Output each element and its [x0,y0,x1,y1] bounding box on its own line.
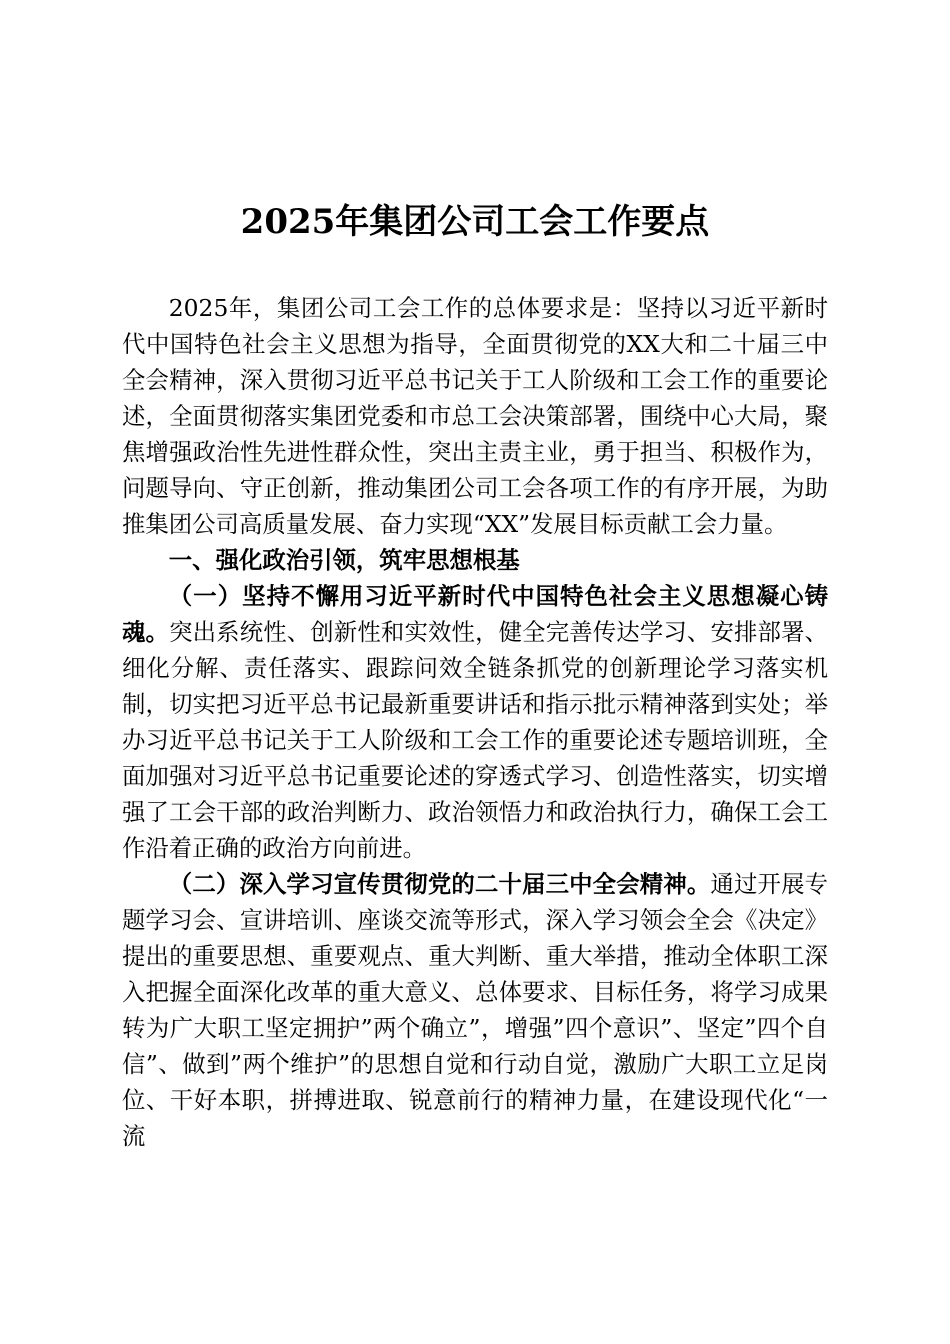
item-lead-2: （二）深入学习宣传贯彻党的二十届三中全会精神。 [168,870,711,898]
intro-paragraph: 2025年，集团公司工会工作的总体要求是：坚持以习近平新时代中国特色社会主义思想为指导，全面贯彻党的XX大和二十届三中全会精神，深入贯彻习近平总书记关于工人阶级和工会工作的重要论述，全面贯彻落实集团党委和市总工会决策部署，围绕中心大局，聚焦增强政治性先进性群众性，突出主责主业，勇于担当、积极作为，问题导向、守正创新，推动集团公司工会各项工作的有序开展，为助推集团公司高质量发展、奋力实现“XX”发展目标贡献工会力量。 [122,294,828,538]
item-text-2: 通过开展专题学习会、宣讲培训、座谈交流等形式，深入学习领会全会《决定》提出的重要思想、重要观点、重大判断、重大举措，推动全体职工深入把握全面深化改革的重大意义、总体要求、目标任务，将学习成果转为广大职工坚定拥护”两个确立”，增强”四个意识”、坚定”四个自信”、做到”两个维护”的思想自觉和行动自觉，激励广大职工立足岗位、干好本职，拼搏进取、锐意前行的精神力量，在建设现代化“一流 [122,870,829,1150]
document-title: 2025年集团公司工会工作要点 [240,202,710,242]
document-body [122,290,828,1154]
section-heading: 一、强化政治引领，筑牢思想根基 [168,546,520,574]
item-text-1: 突出系统性、创新性和实效性，健全完善传达学习、安排部署、细化分解、责任落实、跟踪问效全链条抓党的创新理论学习落实机制，切实把习近平总书记最新重要讲话和指示批示精神落到实处；举办习近平总书记关于工人阶级和工会工作的重要论述专题培训班，全面加强对习近平总书记重要论述的穿透式学习、创造性落实，切实增强了工会干部的政治判断力、政治领悟力和政治执行力，确保工会工作沿着正确的政治方向前进。 [122,618,828,862]
item-paragraph-2 [122,866,828,1154]
item-lead-1: （一）坚持不懈用习近平新时代中国特色社会主义思想凝心铸魂。 [122,582,828,646]
item-paragraph-1 [122,578,828,866]
